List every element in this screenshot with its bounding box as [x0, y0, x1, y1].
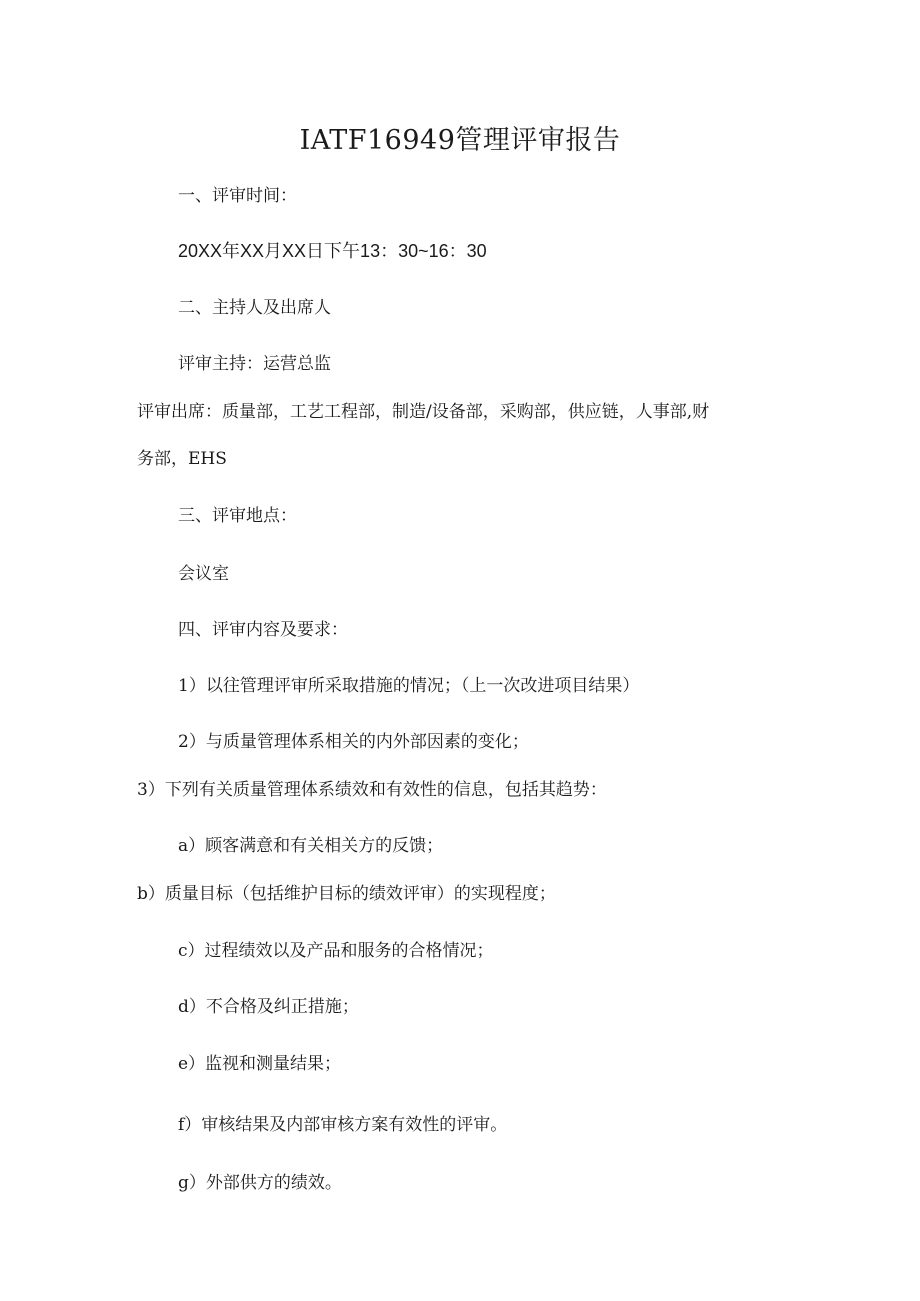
content-subitem-f: f）审核结果及内部审核方案有效性的评审。	[178, 1115, 508, 1135]
section-content-heading: 四、评审内容及要求：	[178, 620, 348, 640]
content-subitem-c: c）过程绩效以及产品和服务的合格情况；	[178, 941, 494, 961]
content-subitem-a: a）顾客满意和有关相关方的反馈；	[178, 836, 444, 856]
review-location: 会议室	[178, 564, 229, 584]
content-item-3: 3）下列有关质量管理体系绩效和有效性的信息，包括其趋势：	[137, 780, 607, 800]
content-subitem-b: b）质量目标（包括维护目标的绩效评审）的实现程度；	[137, 884, 556, 904]
section-host-attendees-heading: 二、主持人及出席人	[178, 298, 331, 318]
document-title: IATF16949管理评审报告	[299, 125, 621, 156]
content-subitem-g: g）外部供方的绩效。	[178, 1173, 342, 1193]
content-subitem-d: d）不合格及纠正措施；	[178, 997, 359, 1017]
content-subitem-e: e）监视和测量结果；	[178, 1054, 342, 1074]
section-location-heading: 三、评审地点：	[178, 506, 297, 526]
content-item-2: 2）与质量管理体系相关的内外部因素的变化；	[178, 732, 529, 752]
review-attendees-line-1: 评审出席：质量部，工艺工程部，制造/设备部，采购部，供应链，人事部,财	[137, 402, 710, 422]
review-attendees-line-2: 务部，EHS	[137, 449, 227, 469]
review-time-value: 20XX年XX月XX日下午13：30~16：30	[178, 241, 487, 261]
review-host: 评审主持：运营总监	[178, 354, 331, 374]
section-review-time-heading: 一、评审时间：	[178, 186, 297, 206]
content-item-1: 1）以往管理评审所采取措施的情况；（上一次改进项目结果）	[178, 676, 640, 696]
